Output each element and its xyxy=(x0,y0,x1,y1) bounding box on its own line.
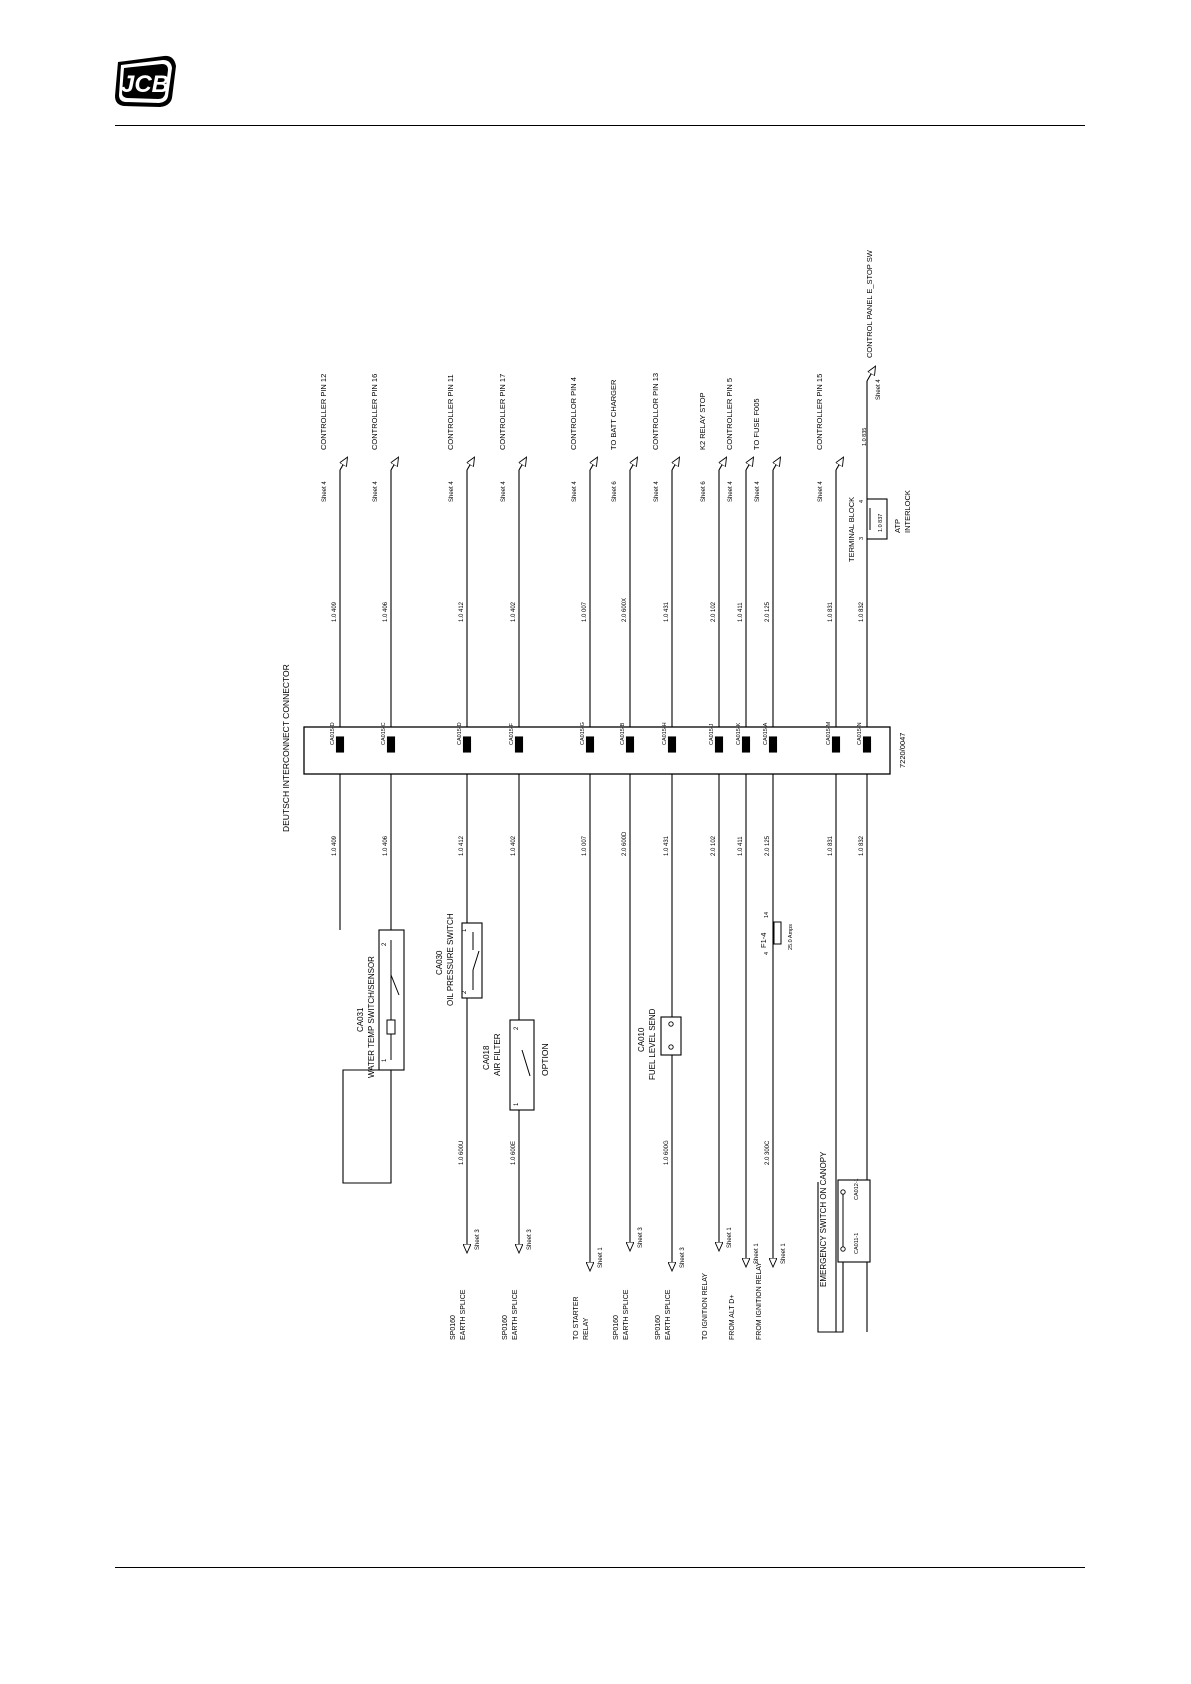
emergency-name: EMERGENCY SWITCH ON CANOPY xyxy=(819,1151,828,1287)
earth-sheet-label: Sheet 3 xyxy=(527,1229,533,1250)
earth-sheet-label: Sheet 3 xyxy=(638,1227,644,1248)
circuit-arrow-right xyxy=(719,458,726,470)
wire-label-left: 1.0 409 xyxy=(332,835,338,856)
earth-label-1: SP0160 xyxy=(613,1315,620,1340)
earth-label-2: EARTH SPLICE xyxy=(623,1289,630,1340)
fuel-level-name: FUEL LEVEL SEND xyxy=(648,1008,657,1080)
destination-label: CONTROLLER PIN 5 xyxy=(725,377,734,450)
wire-label-left: 2.0 600D xyxy=(622,831,628,856)
sheet-label: Sheet 6 xyxy=(612,481,618,502)
connector-pin xyxy=(770,737,777,752)
estop-arrow xyxy=(867,367,875,381)
destination-label: CONTROLLER PIN 12 xyxy=(319,373,328,450)
wire-label-left: 1.0 406 xyxy=(383,835,389,856)
emergency-contact1: CA011-1 xyxy=(854,1232,860,1254)
connector-pin xyxy=(864,737,871,752)
circuit-arrow-right xyxy=(630,458,637,470)
oil-pressure-name: OIL PRESSURE SWITCH xyxy=(446,913,455,1006)
wire-label-right: 1.0 832 xyxy=(859,601,865,622)
connector-pin xyxy=(669,737,676,752)
wire-label-left: 1.0 831 xyxy=(828,835,834,856)
wire-label-left: 1.0 007 xyxy=(582,835,588,856)
fuse-pin-a: 4 xyxy=(764,951,770,955)
estop-sheet: Sheet 4 xyxy=(876,379,882,400)
connector-pin xyxy=(464,737,471,752)
destination-label: CONTROLLOR PIN 4 xyxy=(569,377,578,450)
wire-label-left: 2.0 102 xyxy=(711,835,717,856)
wire-label-right: 1.0 007 xyxy=(582,601,588,622)
circuit-arrow-right xyxy=(773,458,780,470)
circuit-labels xyxy=(319,373,865,1340)
destination-label: CONTROLLOR PIN 13 xyxy=(651,372,660,450)
air-filter-option: OPTION xyxy=(540,1043,550,1076)
circuit-wires xyxy=(337,458,871,1332)
fuel-level-id: CA010 xyxy=(637,1027,646,1052)
fuse-pin-b: 14 xyxy=(764,911,770,918)
pin-label: CA015-D xyxy=(457,722,463,745)
circuit-arrow-right xyxy=(836,458,843,470)
circuit-arrow-right xyxy=(340,458,347,470)
earth-sheet-label: Sheet 1 xyxy=(781,1243,787,1264)
estop-dest: CONTROL PANEL E_STOP SW xyxy=(865,250,874,358)
connector-pin xyxy=(716,737,723,752)
pin-label: CA015-N xyxy=(857,722,863,745)
air-filter-box xyxy=(510,1020,534,1110)
wire-label-left: 1.0 832 xyxy=(859,835,865,856)
destination-label: CONTROLLER PIN 15 xyxy=(815,373,824,450)
fuse-rating: 25.0 Amps xyxy=(788,924,794,950)
wire-label-right: 1.0 411 xyxy=(738,602,744,622)
sheet-label: Sheet 4 xyxy=(449,481,455,502)
water-temp-resistor xyxy=(387,1020,395,1034)
oil-pressure-pin1: 1 xyxy=(462,928,468,932)
wire-label-right: 1.0 431 xyxy=(664,601,670,622)
sheet-label: Sheet 4 xyxy=(501,481,507,502)
water-temp-pin2: 2 xyxy=(382,942,388,946)
water-temp-pin1: 1 xyxy=(382,1058,388,1062)
air-filter-name: AIR FILTER xyxy=(493,1033,502,1076)
pin-label: CA015-G xyxy=(580,722,586,745)
terminal-block-name: TERMINAL BLOCK xyxy=(847,496,856,562)
terminal-label2: INTERLOCK xyxy=(903,490,912,533)
pin-label: CA015-K xyxy=(736,722,742,745)
connector-pin xyxy=(388,737,395,752)
circuit-arrow-right xyxy=(519,458,526,470)
earth-label-2: EARTH SPLICE xyxy=(665,1289,672,1340)
terminal-label1: ATP xyxy=(893,518,902,533)
wire-label-left: 1.0 431 xyxy=(664,835,670,856)
oil-pressure-id: CA030 xyxy=(435,950,444,975)
destination-label: CONTROLLER PIN 16 xyxy=(370,373,379,450)
pin-label: CA015-M xyxy=(826,721,832,745)
emergency-contact2: CA012-1 xyxy=(854,1178,860,1200)
connector-pin xyxy=(743,737,750,752)
connector-pin xyxy=(627,737,634,752)
water-temp-id: CA031 xyxy=(356,1007,365,1032)
pin-label: CA015-C xyxy=(381,722,387,745)
earth-sheet-label: Sheet 3 xyxy=(475,1229,481,1250)
connector-pin xyxy=(516,737,523,752)
connector-pin xyxy=(833,737,840,752)
oil-pressure-box xyxy=(462,923,482,998)
earth-label-1: FROM IGNITION RELAY xyxy=(756,1261,763,1340)
estop-wire-label: 1.0 835 xyxy=(862,427,868,446)
circuit-arrow-right xyxy=(746,458,753,470)
pin-label: CA015-A xyxy=(763,722,769,745)
circuit-arrow-right xyxy=(672,458,679,470)
earth-wire-label: 1.0 600U xyxy=(459,1140,465,1165)
drawing-number: 7220/0047 xyxy=(898,732,907,768)
destination-label: TO FUSE F005 xyxy=(752,398,761,450)
connector-pin xyxy=(337,737,344,752)
terminal-wire: 1.0 837 xyxy=(878,513,884,532)
logo-text: JCB xyxy=(120,71,170,98)
earth-sheet-label: Sheet 3 xyxy=(680,1247,686,1268)
wire-label-right: 1.0 412 xyxy=(459,601,465,622)
circuit-arrow-right xyxy=(590,458,597,470)
earth-label-1: TO IGNITION RELAY xyxy=(702,1272,709,1340)
earth-label-1: TO STARTER xyxy=(573,1296,580,1340)
pin-label: CA015-F xyxy=(509,722,515,745)
circuit-arrow-right xyxy=(467,458,474,470)
wire-label-right: 1.0 409 xyxy=(332,601,338,622)
earth-label-2: EARTH SPLICE xyxy=(460,1289,467,1340)
destination-label: CONTROLLER PIN 11 xyxy=(446,374,455,450)
emergency-contact-b xyxy=(841,1247,845,1251)
wire-label-right: 1.0 406 xyxy=(383,601,389,622)
earth-label-1: SP0160 xyxy=(655,1315,662,1340)
wire-label-left: 1.0 412 xyxy=(459,835,465,856)
emergency-contact-a xyxy=(841,1190,845,1194)
destination-label: CONTROLLER PIN 17 xyxy=(498,373,507,450)
wire-label-right: 2.0 125 xyxy=(765,601,771,622)
air-filter-id: CA018 xyxy=(482,1045,491,1070)
sheet-label: Sheet 4 xyxy=(322,481,328,502)
sheet-label: Sheet 4 xyxy=(755,481,761,502)
water-temp-name: WATER TEMP SWITCH/SENSOR xyxy=(367,956,376,1078)
sheet-label: Sheet 4 xyxy=(373,481,379,502)
terminal-pin4: 4 xyxy=(859,499,865,503)
sheet-label: Sheet 4 xyxy=(572,481,578,502)
earth-wire-label: 1.0 600E xyxy=(511,1140,517,1165)
wire-label-left: 1.0 402 xyxy=(511,835,517,856)
pin-label: CA015-J xyxy=(709,723,715,745)
sheet-label: Sheet 4 xyxy=(728,481,734,502)
sheet-label: Sheet 4 xyxy=(818,481,824,502)
earth-label-1: SP0160 xyxy=(502,1315,509,1340)
pin-label: CA015-B xyxy=(620,722,626,745)
terminal-pin3: 3 xyxy=(859,536,865,540)
air-filter-pin2: 2 xyxy=(514,1026,520,1030)
sheet-label: Sheet 6 xyxy=(701,481,707,502)
connector-title: DEUTSCH INTERCONNECT CONNECTOR xyxy=(281,664,291,832)
earth-label-2: EARTH SPLICE xyxy=(512,1289,519,1340)
pin-label: CA015-H xyxy=(662,722,668,745)
earth-sheet-label: Sheet 1 xyxy=(598,1247,604,1268)
earth-label-1: FROM ALT D+ xyxy=(729,1294,736,1340)
wire-label-right: 2.0 102 xyxy=(711,601,717,622)
earth-sheet-label: Sheet 1 xyxy=(727,1227,733,1248)
sheet-label: Sheet 4 xyxy=(654,481,660,502)
earth-wire-label: 1.0 600G xyxy=(664,1140,670,1165)
pin-label: CA015-D xyxy=(330,722,336,745)
wire-label-left: 1.0 411 xyxy=(738,836,744,856)
wire-label-right: 1.0 831 xyxy=(828,601,834,622)
circuit-arrow-right xyxy=(391,458,398,470)
earth-label-1: SP0160 xyxy=(450,1315,457,1340)
fuse-id: F1-4 xyxy=(759,932,768,948)
earth-label-2: RELAY xyxy=(583,1317,590,1340)
destination-label: TO BATT CHARGER xyxy=(609,379,618,450)
earth-sheet-label: Sheet 1 xyxy=(754,1243,760,1264)
oil-pressure-pin2: 2 xyxy=(462,990,468,994)
wire-label-right: 1.0 402 xyxy=(511,601,517,622)
earth-wire-label: 2.0 300C xyxy=(765,1140,771,1165)
wire-label-left: 2.0 125 xyxy=(765,835,771,856)
wire-label-right: 2.0 600X xyxy=(622,597,628,622)
destination-label: K2 RELAY STOP xyxy=(698,392,707,450)
fuse-body xyxy=(774,922,781,944)
air-filter-pin1: 1 xyxy=(514,1102,520,1106)
connector-pin xyxy=(587,737,594,752)
